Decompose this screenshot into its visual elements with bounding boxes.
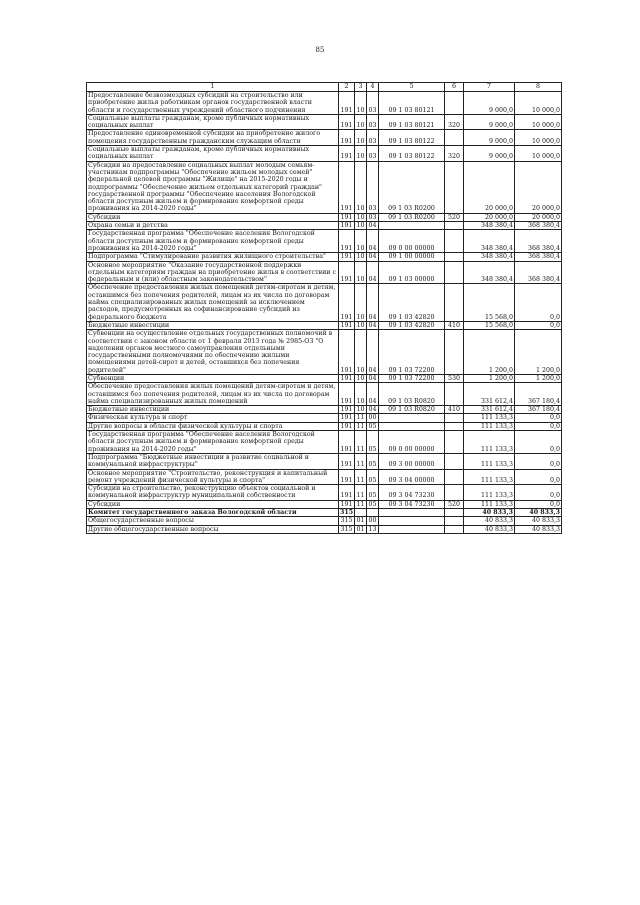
section-code-cell: 11: [355, 453, 367, 469]
amount-year2-cell: 0,0: [515, 431, 562, 454]
budget-table: [86, 82, 562, 534]
expense-type-cell: 530: [445, 374, 464, 382]
ministry-code-cell: 191: [340, 222, 353, 230]
target-article-cell: [379, 517, 445, 525]
subsection-code-cell: 00: [368, 517, 377, 525]
target-article-cell: 09 1 03 R0200: [379, 213, 445, 221]
table-body: [87, 92, 562, 534]
subsection-code-cell: 05: [368, 422, 377, 430]
expense-name-cell: Обеспечение предоставления жилых помещений детям-сиротам и детям, оставшимся без попечения родителей, лицам из их числа по договорам найма специализированных жилых помещений за исключением расходов, предусмотренных на софинансирование субсидий из федерального бюджета: [87, 284, 339, 321]
column-header: 2: [339, 83, 355, 92]
ministry-code-cell: 191: [339, 230, 355, 253]
subsection-code-cell: 03: [367, 114, 379, 130]
table-row: [87, 422, 562, 430]
amount-year2-cell: 0,0: [515, 485, 562, 501]
target-article-cell: 09 1 00 00000: [379, 253, 445, 261]
ministry-code-cell: 191: [339, 330, 355, 375]
ministry-code-cell: 191: [339, 92, 355, 115]
ministry-code-cell: 191: [339, 485, 355, 501]
amount-year1-cell: 15 568,0: [464, 321, 515, 329]
expense-type-cell: [445, 230, 464, 253]
subsection-code-cell: 00: [368, 414, 377, 422]
expense-name-cell: Другие общегосударственные вопросы: [87, 525, 339, 533]
amount-year2-cell: 368 380,4: [515, 261, 562, 284]
section-code-cell: 10: [356, 374, 365, 382]
amount-year2-cell: 1 200,0: [515, 330, 562, 375]
amount-year2-cell: 0,0: [515, 453, 562, 469]
ministry-code-cell: 191: [339, 453, 355, 469]
target-article-cell: 09 1 03 R0200: [379, 161, 445, 213]
target-article-cell: [379, 222, 445, 230]
amount-year1-cell: 40 833,3: [464, 525, 515, 533]
section-code-cell: 10: [356, 222, 365, 230]
ministry-code-cell: 191: [340, 253, 353, 261]
table-row: [87, 383, 562, 406]
expense-name-cell: Другие вопросы в области физической культуры и спорта: [87, 422, 339, 430]
amount-year2-cell: 0,0: [515, 321, 562, 329]
amount-year2-cell: 0,0: [515, 414, 562, 422]
subsection-code-cell: 04: [368, 321, 377, 329]
table-row: [87, 92, 562, 115]
section-code-cell: 11: [355, 469, 367, 485]
amount-year1-cell: 111 133,3: [464, 431, 515, 454]
section-code-cell: 11: [356, 414, 365, 422]
table-row: [87, 485, 562, 501]
target-article-cell: [379, 509, 445, 517]
table-row: [87, 130, 562, 146]
subsection-code-cell: 03: [367, 146, 379, 162]
ministry-code-cell: 191: [340, 321, 353, 329]
amount-year2-cell: 40 833,3: [515, 517, 562, 525]
subsection-code-cell: 04: [368, 406, 377, 414]
expense-type-cell: 520: [445, 213, 464, 221]
section-code-cell: 10: [356, 406, 365, 414]
table-row: [87, 469, 562, 485]
table-row: [87, 330, 562, 375]
column-header: 3: [355, 83, 367, 92]
column-header: 5: [379, 83, 445, 92]
amount-year2-cell: 367 180,4: [515, 383, 562, 406]
subsection-code-cell: 04: [367, 230, 379, 253]
target-article-cell: 09 1 03 R0820: [379, 406, 445, 414]
expense-type-cell: [445, 130, 464, 146]
subsection-code-cell: 04: [368, 222, 377, 230]
expense-type-cell: [445, 517, 464, 525]
expense-type-cell: [445, 284, 464, 321]
table-row: [87, 253, 562, 261]
amount-year2-cell: 40 833,3: [515, 509, 562, 517]
amount-year1-cell: 9 000,0: [464, 146, 515, 162]
ministry-code-cell: 191: [339, 161, 355, 213]
expense-name-cell: Предоставление единовременной субсидии на приобретение жилого помещения государственным гражданским служащим области: [87, 130, 339, 146]
amount-year2-cell: 368 380,4: [515, 230, 562, 253]
subsection-code-cell: [367, 509, 379, 517]
table-row: [87, 321, 562, 329]
amount-year1-cell: 111 133,3: [464, 414, 515, 422]
amount-year1-cell: 9 000,0: [464, 130, 515, 146]
section-code-cell: 10: [355, 92, 367, 115]
amount-year1-cell: 111 133,3: [464, 422, 515, 430]
expense-type-cell: [445, 431, 464, 454]
target-article-cell: 09 1 03 80121: [379, 92, 445, 115]
amount-year1-cell: 15 568,0: [464, 284, 515, 321]
ministry-code-cell: 191: [340, 500, 353, 508]
amount-year1-cell: 40 833,3: [464, 517, 515, 525]
target-article-cell: 09 1 03 80122: [379, 146, 445, 162]
expense-name-cell: Охрана семьи и детства: [87, 222, 339, 230]
target-article-cell: [379, 422, 445, 430]
target-article-cell: 09 1 03 80122: [379, 130, 445, 146]
amount-year2-cell: 368 380,4: [515, 253, 562, 261]
section-code-cell: 11: [356, 500, 365, 508]
subsection-code-cell: 05: [368, 500, 377, 508]
section-code-cell: 10: [356, 321, 365, 329]
table-row: [87, 509, 562, 517]
target-article-cell: 09 1 03 72200: [379, 374, 445, 382]
section-code-cell: 10: [356, 253, 365, 261]
expense-name-cell: Основное мероприятие "Оказание государственной поддержки отдельным категориям граждан на приобретение жилья в соответствии с федеральным и (или) областным законодательством": [87, 261, 339, 284]
expense-name-cell: Физическая культура и спорт: [87, 414, 339, 422]
table-row: [87, 261, 562, 284]
section-code-cell: 11: [355, 431, 367, 454]
amount-year1-cell: 20 000,0: [464, 213, 515, 221]
ministry-code-cell: 315: [340, 509, 354, 517]
section-code-cell: 10: [355, 284, 367, 321]
subsection-code-cell: 05: [367, 431, 379, 454]
subsection-code-cell: 04: [367, 383, 379, 406]
column-header: 7: [464, 83, 515, 92]
section-code-cell: 10: [355, 130, 367, 146]
table-row: [87, 500, 562, 508]
expense-type-cell: [445, 330, 464, 375]
expense-name-cell: Общегосударственные вопросы: [87, 517, 339, 525]
target-article-cell: 09 1 03 42820: [379, 284, 445, 321]
expense-type-cell: 320: [445, 146, 464, 162]
target-article-cell: 09 1 03 80121: [379, 114, 445, 130]
expense-name-cell: Субсидии на предоставление социальных выплат молодым семьям-участникам подпрограммы "Обеспечение жильем молодых семей" федеральной целевой программы "Жилище" на 2015-2020 годы и подпрограммы "Обеспечение жильем отдельных категорий граждан" государственной программы "Обеспечение населения Вологодской области доступным жильем и формирование комфортной среды проживания на 2014-2020 годы": [87, 161, 339, 213]
table-row: [87, 453, 562, 469]
ministry-code-cell: 191: [340, 414, 353, 422]
table-row: [87, 213, 562, 221]
expense-type-cell: 320: [445, 114, 464, 130]
column-header: 8: [515, 83, 562, 92]
amount-year1-cell: 331 612,4: [464, 383, 515, 406]
ministry-code-cell: 191: [339, 469, 355, 485]
expense-name-cell: Подпрограмма "Стимулирование развития жилищного строительства": [87, 253, 339, 261]
amount-year2-cell: 10 000,0: [515, 146, 562, 162]
expense-type-cell: [445, 92, 464, 115]
expense-type-cell: [445, 485, 464, 501]
target-article-cell: 09 3 00 00000: [379, 453, 445, 469]
subsection-code-cell: 04: [367, 261, 379, 284]
expense-name-cell: Социальные выплаты гражданам, кроме публичных нормативных социальных выплат: [87, 114, 339, 130]
expense-type-cell: [445, 383, 464, 406]
amount-year1-cell: 1 200,0: [464, 330, 515, 375]
subsection-code-cell: 03: [368, 213, 377, 221]
amount-year2-cell: 40 833,3: [515, 525, 562, 533]
expense-type-cell: [445, 525, 464, 533]
section-code-cell: 10: [355, 261, 367, 284]
amount-year2-cell: 1 200,0: [515, 374, 562, 382]
amount-year1-cell: 111 133,3: [464, 469, 515, 485]
ministry-code-cell: 191: [339, 383, 355, 406]
subsection-code-cell: 04: [367, 330, 379, 375]
table-row: [87, 525, 562, 533]
table-row: [87, 146, 562, 162]
table-row: [87, 414, 562, 422]
expense-type-cell: [445, 161, 464, 213]
section-code-cell: 11: [356, 422, 365, 430]
amount-year1-cell: 111 133,3: [464, 500, 515, 508]
column-header: 4: [367, 83, 379, 92]
ministry-code-cell: 191: [339, 130, 355, 146]
subsection-code-cell: 05: [367, 485, 379, 501]
subsection-code-cell: 03: [367, 161, 379, 213]
expense-type-cell: [445, 469, 464, 485]
amount-year1-cell: 348 380,4: [464, 261, 515, 284]
subsection-code-cell: 03: [367, 130, 379, 146]
subsection-code-cell: 05: [367, 453, 379, 469]
expense-name-cell: Субсидии: [87, 500, 339, 508]
ministry-code-cell: 315: [340, 525, 353, 533]
ministry-code-cell: 191: [339, 431, 355, 454]
subsection-code-cell: 04: [367, 284, 379, 321]
expense-name-cell: Обеспечение предоставления жилых помещений детям-сиротам и детям, оставшимся без попечения родителей, лицам из их числа по договорам найма специализированных жилых помещений: [87, 383, 339, 406]
expense-type-cell: [445, 422, 464, 430]
subsection-code-cell: 04: [368, 374, 377, 382]
section-code-cell: 01: [356, 525, 365, 533]
section-code-cell: 10: [356, 213, 365, 221]
table-row: [87, 431, 562, 454]
expense-name-cell: Бюджетные инвестиции: [87, 321, 339, 329]
amount-year2-cell: 367 180,4: [515, 406, 562, 414]
amount-year1-cell: 348 380,4: [464, 222, 515, 230]
column-number-row: [87, 83, 562, 92]
amount-year1-cell: 9 000,0: [464, 92, 515, 115]
expense-type-cell: [445, 222, 464, 230]
expense-name-cell: Субвенции: [87, 374, 339, 382]
table-row: [87, 161, 562, 213]
target-article-cell: 09 3 04 00000: [379, 469, 445, 485]
target-article-cell: 09 3 04 73230: [379, 500, 445, 508]
table-row: [87, 222, 562, 230]
expense-name-cell: Бюджетные инвестиции: [87, 406, 339, 414]
target-article-cell: 09 1 03 R0820: [379, 383, 445, 406]
amount-year1-cell: 111 133,3: [464, 453, 515, 469]
expense-name-cell: Субсидии на строительство, реконструкцию объектов социальной и коммунальной инфраструктур муниципальной собственности: [87, 485, 339, 501]
expense-type-cell: 410: [445, 321, 464, 329]
section-code-cell: 10: [355, 383, 367, 406]
expense-name-cell: Субсидии: [87, 213, 339, 221]
amount-year2-cell: 0,0: [515, 469, 562, 485]
section-code-cell: 11: [355, 485, 367, 501]
subsection-code-cell: 03: [367, 92, 379, 115]
amount-year2-cell: 0,0: [515, 500, 562, 508]
amount-year1-cell: 1 200,0: [464, 374, 515, 382]
amount-year2-cell: 368 380,4: [515, 222, 562, 230]
amount-year1-cell: 331 612,4: [464, 406, 515, 414]
section-code-cell: 10: [355, 114, 367, 130]
amount-year2-cell: 0,0: [515, 284, 562, 321]
amount-year1-cell: 348 380,4: [464, 253, 515, 261]
target-article-cell: [379, 525, 445, 533]
table-row: [87, 406, 562, 414]
table-row: [87, 284, 562, 321]
amount-year2-cell: 20 000,0: [515, 161, 562, 213]
expense-name-cell: Государственная программа "Обеспечение населения Вологодской области доступным жильем и формирование комфортной среды проживания на 2014-2020 годы": [87, 431, 339, 454]
subsection-code-cell: 04: [368, 253, 377, 261]
amount-year2-cell: 10 000,0: [515, 92, 562, 115]
table-row: [87, 517, 562, 525]
subsection-code-cell: 05: [367, 469, 379, 485]
target-article-cell: 09 0 00 00000: [379, 431, 445, 454]
ministry-code-cell: 191: [339, 114, 355, 130]
expense-name-cell: Основное мероприятие "Строительство, реконструкция и капитальный ремонт учреждений физической культуры и спорта": [87, 469, 339, 485]
ministry-code-cell: 191: [340, 406, 353, 414]
ministry-code-cell: 191: [340, 374, 353, 382]
amount-year2-cell: 20 000,0: [515, 213, 562, 221]
expense-type-cell: [445, 509, 464, 517]
amount-year1-cell: 111 133,3: [464, 485, 515, 501]
amount-year1-cell: 20 000,0: [464, 161, 515, 213]
page-number: 85: [315, 46, 325, 54]
target-article-cell: [379, 414, 445, 422]
section-code-cell: 10: [355, 330, 367, 375]
table-row: [87, 114, 562, 130]
amount-year2-cell: 0,0: [515, 422, 562, 430]
expense-name-cell: Предоставление безвозмездных субсидий на строительство или приобретение жилья работникам органов государственной власти области и государственных учреждений областного подчинения: [87, 92, 339, 115]
expense-name-cell: Комитет государственного заказа Вологодской области: [87, 509, 339, 517]
column-header: 1: [87, 83, 339, 92]
amount-year2-cell: 10 000,0: [515, 130, 562, 146]
target-article-cell: 09 0 00 00000: [379, 230, 445, 253]
section-code-cell: [355, 509, 367, 517]
table-row: [87, 230, 562, 253]
ministry-code-cell: 191: [339, 284, 355, 321]
section-code-cell: 01: [356, 517, 365, 525]
amount-year1-cell: 348 380,4: [464, 230, 515, 253]
ministry-code-cell: 191: [339, 261, 355, 284]
expense-type-cell: [445, 453, 464, 469]
amount-year1-cell: 9 000,0: [464, 114, 515, 130]
amount-year2-cell: 10 000,0: [515, 114, 562, 130]
target-article-cell: 09 1 03 72200: [379, 330, 445, 375]
section-code-cell: 10: [355, 230, 367, 253]
target-article-cell: 09 1 03 42820: [379, 321, 445, 329]
target-article-cell: 09 3 04 73230: [379, 485, 445, 501]
column-header: 6: [445, 83, 464, 92]
expense-name-cell: Субвенции на осуществление отдельных государственных полномочий в соответствии с законом области от 1 февраля 2013 года № 2985-ОЗ "О наделении органов местного самоуправления отдельными государственными полномочиями по обеспечению жилыми помещениями детей-сирот и детей, оставшихся без попечения родителей": [87, 330, 339, 375]
expense-type-cell: [445, 414, 464, 422]
amount-year1-cell: 40 833,3: [464, 509, 515, 517]
section-code-cell: 10: [355, 146, 367, 162]
expense-type-cell: [445, 261, 464, 284]
expense-type-cell: [445, 253, 464, 261]
ministry-code-cell: 315: [340, 517, 353, 525]
ministry-code-cell: 191: [340, 213, 353, 221]
target-article-cell: 09 1 03 00000: [379, 261, 445, 284]
subsection-code-cell: 13: [368, 525, 377, 533]
expense-type-cell: 520: [445, 500, 464, 508]
expense-name-cell: Государственная программа "Обеспечение населения Вологодской области доступным жильем и формирование комфортной среды проживания на 2014-2020 годы": [87, 230, 339, 253]
expense-name-cell: Социальные выплаты гражданам, кроме публичных нормативных социальных выплат: [87, 146, 339, 162]
expense-type-cell: 410: [445, 406, 464, 414]
ministry-code-cell: 191: [340, 422, 353, 430]
table-row: [87, 374, 562, 382]
expense-name-cell: Подпрограмма "Бюджетные инвестиции в развитие социальной и коммунальной инфраструктуры": [87, 453, 339, 469]
section-code-cell: 10: [355, 161, 367, 213]
ministry-code-cell: 191: [339, 146, 355, 162]
